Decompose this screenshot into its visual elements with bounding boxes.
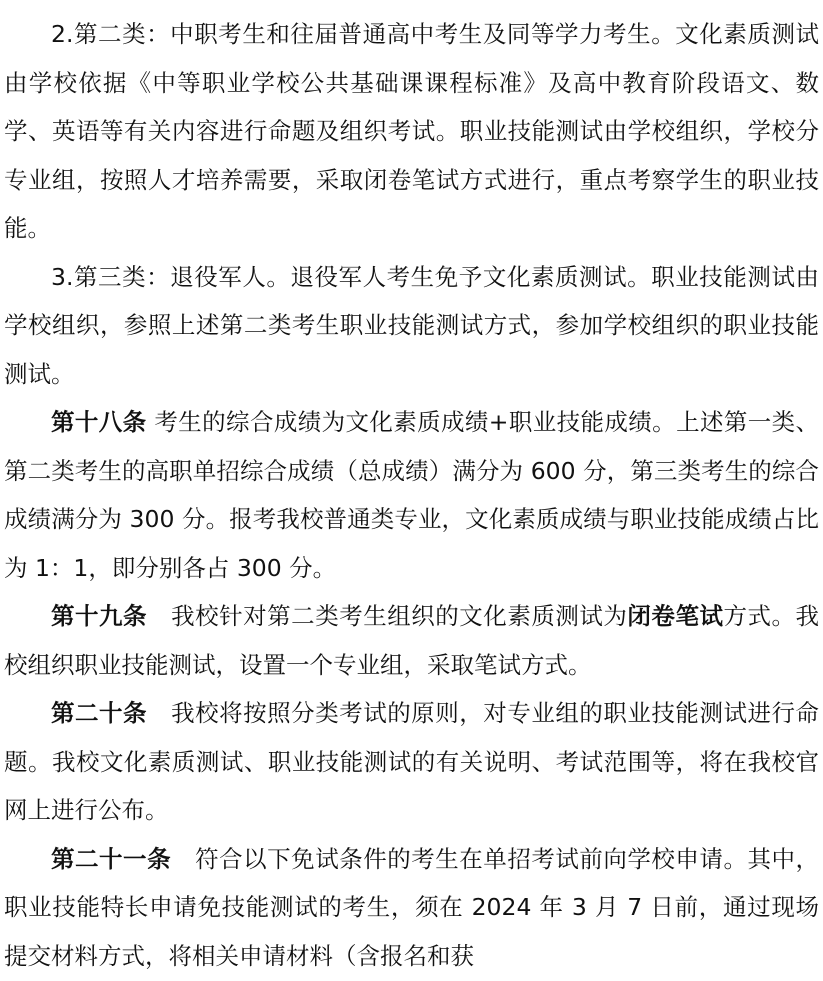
- paragraph-article-19: [4, 592, 819, 689]
- article-heading: 第二十一条: [51, 844, 172, 873]
- paragraph-category-two: [4, 10, 819, 253]
- paragraph-text: 方式。我校组织职业技能测试，设置一个专业组，采取笔试方式。: [4, 602, 820, 679]
- paragraph-article-21: [4, 835, 819, 981]
- paragraph-article-18: [4, 398, 819, 592]
- article-heading: 第十九条: [51, 602, 148, 630]
- paragraph-text: 符合以下免试条件的考生在单招考试前向学校申请。其中，职业技能特长申请免技能测试的考生，须在 2024 年 3 月 7 日前，通过现场提交材料方式，将相关申请材料（含报名和获: [4, 844, 820, 970]
- paragraph-article-20: [4, 689, 819, 835]
- article-heading: 第十八条: [51, 408, 147, 436]
- paragraph-text: 考生的综合成绩为文化素质成绩+职业技能成绩。上述第一类、第二类考生的高职单招综合成绩（总成绩）满分为 600 分，第三类考生的综合成绩满分为 300 分。报考我校普通类专业，文化素质成绩与职业技能成绩占比为 1：1，即分别各占 300 分。: [4, 408, 819, 582]
- paragraph-text: 2.第二类：中职考生和往届普通高中考生及同等学力考生。文化素质测试由学校依据《中等职业学校公共基础课课程标准》及高中教育阶段语文、数学、英语等有关内容进行命题及组织考试。职业技能测试由学校组织，学校分专业组，按照人才培养需要，采取闭卷笔试方式进行，重点考察学生的职业技能。: [4, 20, 819, 242]
- emphasis-text: 闭卷笔试: [627, 602, 724, 630]
- article-heading: 第二十条: [51, 699, 148, 727]
- paragraph-text: 我校将按照分类考试的原则，对专业组的职业技能测试进行命题。我校文化素质测试、职业技能测试的有关说明、考试范围等，将在我校官网上进行公布。: [4, 699, 820, 824]
- paragraph-text: 我校针对第二类考生组织的文化素质测试为: [147, 602, 628, 630]
- paragraph-category-three: [4, 253, 819, 399]
- paragraph-text: 3.第三类：退役军人。退役军人考生免予文化素质测试。职业技能测试由学校组织，参照上述第二类考生职业技能测试方式，参加学校组织的职业技能测试。: [4, 262, 819, 388]
